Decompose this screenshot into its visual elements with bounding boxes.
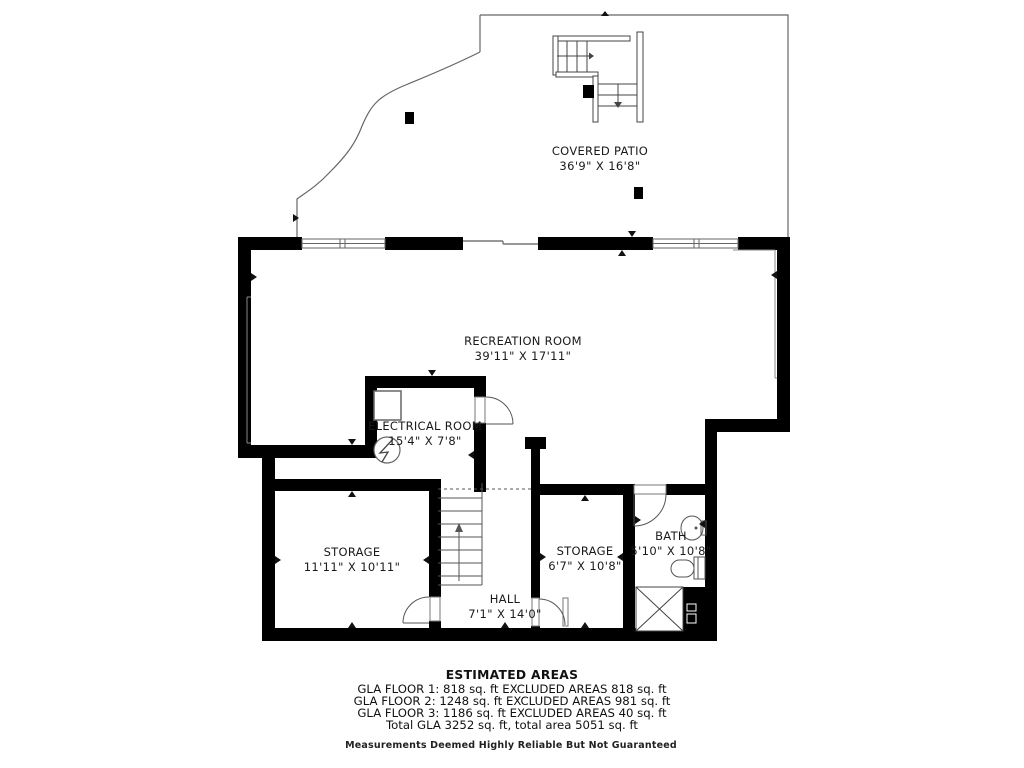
room-label-recreation-room bbox=[464, 334, 582, 364]
toilet-tank-icon bbox=[694, 557, 705, 579]
room-name: RECREATION ROOM bbox=[464, 334, 582, 348]
room-label-storage-left bbox=[304, 545, 401, 575]
room-dimensions: 6'7" X 10'8" bbox=[548, 559, 622, 573]
room-dimensions: 7'1" X 14'0" bbox=[468, 607, 542, 621]
covered-patio-outline bbox=[297, 15, 788, 238]
room-name: HALL bbox=[489, 592, 521, 606]
measurement-disclaimer: Measurements Deemed Highly Reliable But Not Guaranteed bbox=[345, 740, 677, 751]
room-name: STORAGE bbox=[323, 545, 381, 559]
room-name: BATH bbox=[655, 529, 687, 543]
support-posts bbox=[405, 85, 643, 199]
gla-total-line: Total GLA 3252 sq. ft, total area 5051 sq. ft bbox=[386, 718, 638, 733]
estimated-areas-title: ESTIMATED AREAS bbox=[445, 668, 579, 682]
gla-floor-3-line: GLA FLOOR 3: 1186 sq. ft EXCLUDED AREAS 40 sq. ft bbox=[357, 706, 667, 721]
gla-floor-1-line: GLA FLOOR 1: 818 sq. ft EXCLUDED AREAS 818 sq. ft bbox=[357, 682, 667, 696]
room-label-bath bbox=[630, 529, 711, 559]
room-dimensions: 5'10" X 10'8" bbox=[630, 544, 712, 558]
room-label-covered-patio bbox=[552, 144, 648, 174]
sliding-door bbox=[463, 241, 538, 244]
room-dimensions: 36'9" X 16'8" bbox=[559, 159, 641, 173]
electrical-panel-icon bbox=[374, 391, 401, 420]
room-name: STORAGE bbox=[556, 544, 614, 558]
hall-staircase bbox=[438, 483, 531, 585]
walls bbox=[238, 237, 790, 641]
room-dimensions: 11'11" X 10'11" bbox=[303, 560, 401, 574]
estimated-areas-block bbox=[354, 668, 671, 731]
gla-floor-2-line: GLA FLOOR 2: 1248 sq. ft EXCLUDED AREAS 981 sq. ft bbox=[353, 694, 671, 709]
room-label-storage-right bbox=[548, 544, 621, 574]
room-label-electrical-room bbox=[368, 419, 482, 449]
room-dimensions: 15'4" X 7'8" bbox=[388, 434, 462, 448]
room-name: COVERED PATIO bbox=[551, 144, 649, 158]
room-label-hall bbox=[468, 592, 541, 622]
patio-stairs bbox=[553, 32, 643, 122]
room-dimensions: 39'11" X 17'11" bbox=[474, 349, 572, 363]
room-name: ELECTRICAL ROOM bbox=[368, 419, 482, 433]
toilet-bowl-icon bbox=[671, 560, 694, 577]
